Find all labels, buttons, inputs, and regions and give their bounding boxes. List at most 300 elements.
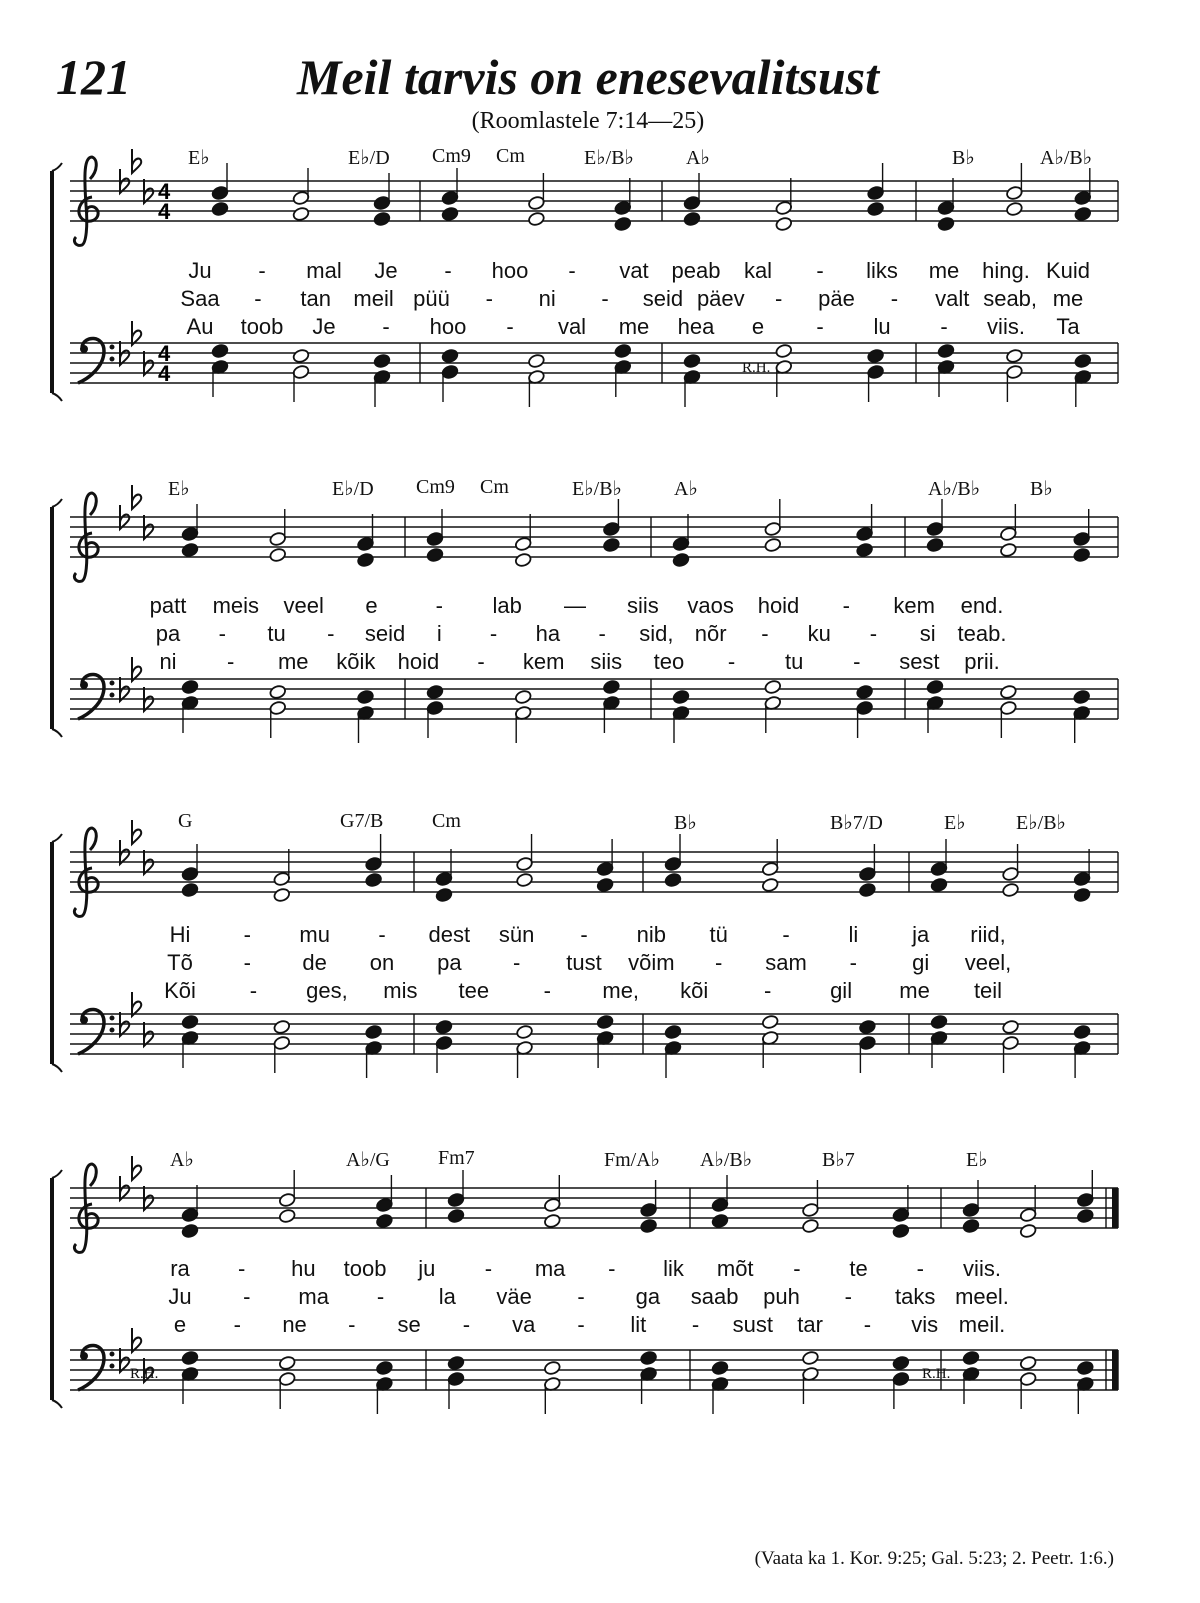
lyric-syllable: patt [149,593,187,618]
chord-symbol: B♭7 [822,1149,855,1171]
note-head [892,1371,910,1386]
note-head [181,1223,199,1238]
chord-symbol: B♭7/D [830,812,883,834]
lyric-syllable: e [365,593,378,618]
note-head [867,348,885,363]
note-head [867,364,885,379]
flat-sign [132,149,141,173]
note-head [640,1218,658,1233]
chord-symbol: E♭ [168,478,190,500]
note-head [1019,1355,1037,1370]
note-head [802,1202,820,1217]
right-hand-mark: R.H. [130,1366,159,1382]
final-barline [1112,1350,1118,1390]
note-head [614,216,632,231]
note-head [269,700,287,715]
note-head [1073,547,1091,562]
lyric-syllable: - [601,286,609,311]
lyric-syllable: veel, [964,950,1012,975]
chord-symbol: A♭ [686,147,710,169]
note-head [516,1024,534,1039]
note-head [761,877,779,892]
flat-sign [132,992,141,1016]
bass-clef [78,1009,115,1054]
lyric-syllable: - [233,1312,241,1337]
note-head [614,343,632,358]
note-head [761,1014,779,1029]
note-head [683,211,701,226]
lyric-syllable: de [302,950,327,975]
lyric-syllable: viis. [963,1256,1001,1281]
note-head [1002,866,1020,881]
lyric-syllable: ma [534,1256,566,1281]
lyric-syllable: võim [628,950,675,975]
lyric-syllable: - [842,593,850,618]
chord-symbol: E♭/B♭ [572,478,622,500]
lyric-syllable: ni [538,286,556,311]
lyric-syllable: - [863,1312,872,1337]
lyric-syllable: sest [899,649,940,674]
chord-symbol: B♭ [674,812,697,834]
lyric-syllable: - [782,922,790,947]
lyric-syllable: - [816,314,824,339]
lyric-syllable: mu [299,922,330,947]
lyric-syllable: saab [690,1284,739,1309]
note-head [375,1360,393,1375]
lyric-syllable: taks [894,1284,936,1309]
note-head [1019,1371,1037,1386]
note-head [211,185,229,200]
lyric-syllable: lik [663,1256,684,1281]
note-head [357,552,375,567]
lyric-syllable: - [485,286,493,311]
lyric-syllable: püü [413,286,450,311]
lyric-syllable: - [243,922,251,947]
chord-symbol: E♭/D [348,147,390,169]
note-head [292,364,310,379]
note-head [357,536,375,551]
lyric-syllable: - [849,950,857,975]
note-head [602,537,620,552]
note-head [1002,882,1020,897]
lyric-syllable: gi [912,950,930,975]
note-head [775,216,793,231]
note-head [664,1024,682,1039]
note-head [672,536,690,551]
note-head [426,700,444,715]
lyric-syllable: - [890,286,899,311]
chord-symbol: A♭ [170,1149,194,1171]
lyric-syllable: me [899,978,930,1003]
chord-symbol: Cm [432,810,461,832]
note-head [764,679,782,694]
lyric-syllable: tan [300,286,332,311]
chord-symbol: Cm [480,476,509,498]
system-3 [52,820,1118,1078]
time-signature-top: 4 [158,341,171,366]
note-head [365,872,383,887]
lyric-syllable: - [816,258,824,283]
note-head [441,206,459,221]
lyric-syllable: sün [498,922,535,947]
note-head [999,700,1017,715]
chord-symbol: B♭ [1030,478,1053,500]
lyric-syllable: me, [602,978,640,1003]
chord-symbol: A♭ [674,478,698,500]
lyric-syllable: me [928,258,960,283]
note-head [211,201,229,216]
note-head [269,684,287,699]
lyric-syllable: - [254,286,262,311]
lyric-syllable: Ju [188,258,212,283]
note-head [292,190,310,205]
lyric-syllable: riid, [970,922,1006,947]
lyric-syllable: toob [240,314,284,339]
note-head [181,526,199,541]
time-signature-top: 4 [158,179,171,204]
lyric-syllable: - [243,1284,251,1309]
note-head [858,882,876,897]
note-head [278,1355,296,1370]
note-head [447,1192,465,1207]
note-head [856,700,874,715]
lyric-syllable: - [435,593,443,618]
lyric-syllable: teab. [957,621,1007,646]
note-head [1074,206,1092,221]
note-head [602,679,620,694]
lyric-syllable: hea [677,314,715,339]
lyric-syllable: hoid [397,649,440,674]
lyric-syllable: - [243,950,251,975]
note-head [892,1355,910,1370]
note-head [1074,190,1092,205]
note-head [441,348,459,363]
lyric-syllable: nõr [694,621,727,646]
note-head [181,882,199,897]
lyric-syllable: - [238,1256,246,1281]
note-head [514,689,532,704]
note-head [962,1202,980,1217]
lyric-syllable: nib [636,922,667,947]
lyric-syllable: päe [818,286,855,311]
note-head [937,343,955,358]
treble-staff [70,1188,1118,1228]
bass-clef [78,674,115,719]
note-head [435,887,453,902]
lyric-syllable: päev [696,286,745,311]
footer-reference: (Vaata ka 1. Kor. 9:25; Gal. 5:23; 2. Peetr. 1:6.) [754,1548,1114,1569]
lyric-syllable: - [608,1256,616,1281]
lyric-syllable: - [378,922,386,947]
lyric-syllable: lit [630,1312,647,1337]
note-head [1005,364,1023,379]
lyric-syllable: - [348,1312,356,1337]
lyric-syllable: valt [935,286,970,311]
lyric-syllable: tust [566,950,602,975]
lyric-syllable: te [849,1256,868,1281]
note-head [278,1192,296,1207]
note-head [278,1371,296,1386]
lyric-syllable: — [564,593,586,618]
note-head [211,343,229,358]
lyric-syllable: - [727,649,736,674]
flat-sign [132,321,141,345]
lyric-syllable: sid, [639,621,674,646]
lyric-syllable: mõt [716,1256,754,1281]
scripture-reference: (Roomlastele 7:14—25) [471,108,705,134]
right-hand-mark: R.H. [922,1366,951,1382]
chord-symbol: A♭/B♭ [700,1149,753,1171]
lyric-syllable: mis [383,978,418,1003]
note-head [1019,1207,1037,1222]
treble-staff [70,852,1118,892]
note-head [672,552,690,567]
note-head [447,1371,465,1386]
lyric-syllable: - [249,978,258,1003]
flat-sign [132,820,141,844]
note-head [181,542,199,557]
note-head [181,1350,199,1365]
note-head [269,547,287,562]
note-head [181,866,199,881]
note-head [802,1350,820,1365]
chord-symbol: E♭/D [332,478,374,500]
note-head [514,536,532,551]
note-head [711,1197,729,1212]
note-head [373,353,391,368]
lyric-syllable: Au [186,314,214,339]
lyric-syllable: liks [866,258,898,283]
lyric-syllable: - [598,621,606,646]
note-head [937,200,955,215]
lyric-syllable: ja [912,922,930,947]
note-head [1005,185,1023,200]
note-head [543,1360,561,1375]
note-head [543,1197,561,1212]
lyric-syllable: ga [635,1284,661,1309]
note-head [365,856,383,871]
lyric-syllable: väe [496,1284,532,1309]
chord-symbol: A♭/B♭ [1040,147,1093,169]
lyric-syllable: dest [428,922,471,947]
lyric-syllable: end. [960,593,1004,618]
note-head [858,866,876,881]
lyric-syllable: teo [653,649,685,674]
lyric-syllable: va [512,1312,536,1337]
note-head [527,353,545,368]
note-head [761,861,779,876]
note-head [962,1218,980,1233]
lyric-syllable: - [327,621,335,646]
lyric-syllable: puh [763,1284,800,1309]
note-head [672,689,690,704]
lyric-syllable: veel [283,593,324,618]
lyric-syllable: mal [306,258,342,283]
lyric-syllable: Kuid [1045,258,1091,283]
note-head [426,684,444,699]
lyric-syllable: sust [732,1312,774,1337]
note-head [273,871,291,886]
note-head [892,1223,910,1238]
lyric-syllable: ges, [306,978,348,1003]
flat-sign [132,1328,141,1352]
note-head [373,211,391,226]
note-head [683,195,701,210]
lyric-syllable: - [763,978,772,1003]
lyric-syllable: me [277,649,309,674]
lyric-syllable: vaos [687,593,734,618]
flat-sign [132,485,141,509]
lyric-syllable: - [577,1284,585,1309]
lyric-syllable: - [484,1256,493,1281]
lyric-syllable: seid [642,286,684,311]
note-head [375,1197,393,1212]
note-head [856,526,874,541]
note-head [892,1207,910,1222]
lyric-syllable: lab [492,593,522,618]
lyric-syllable: siis [590,649,623,674]
chord-symbol: A♭/B♭ [928,478,981,500]
note-head [435,1019,453,1034]
lyric-syllable: hu [291,1256,316,1281]
note-head [1076,1360,1094,1375]
lyric-syllable: - [853,649,861,674]
lyric-syllable: i [436,621,442,646]
lyric-syllable: val [557,314,587,339]
lyric-syllable: Saa [180,286,220,311]
note-head [596,877,614,892]
note-head [514,552,532,567]
bass-staff [70,1350,1118,1390]
treble-staff [70,517,1118,557]
lyric-syllable: - [691,1312,700,1337]
note-head [269,531,287,546]
lyric-syllable: - [489,621,498,646]
note-head [930,1014,948,1029]
lyric-syllable: prii. [964,649,1000,674]
lyric-syllable: seab, [983,286,1038,311]
lyric-syllable: li [848,922,859,947]
note-head [683,353,701,368]
note-head [596,861,614,876]
lyric-syllable: viis. [987,314,1025,339]
note-head [278,1208,296,1223]
note-head [1076,1208,1094,1223]
lyric-syllable: tü [709,922,728,947]
lyric-syllable: - [543,978,551,1003]
lyric-syllable: kem [893,593,935,618]
bass-clef [78,1345,115,1390]
lyric-syllable: pa [155,621,181,646]
chord-symbol: Fm7 [438,1147,475,1169]
note-head [273,1019,291,1034]
lyric-syllable: pa [437,950,462,975]
time-signature-bottom: 4 [158,361,171,386]
lyric-syllable: siis [626,593,659,618]
note-head [930,861,948,876]
note-head [1073,871,1091,886]
lyric-syllable: ma [298,1284,329,1309]
note-head [937,216,955,231]
lyric-syllable: ne [282,1312,307,1337]
lyric-syllable: me [1052,286,1084,311]
note-head [365,1024,383,1039]
lyric-syllable: teil [973,978,1003,1003]
note-head [1073,531,1091,546]
note-head [441,190,459,205]
lyric-syllable: si [919,621,936,646]
note-head [856,684,874,699]
chord-symbol: E♭ [966,1149,988,1171]
note-head [664,856,682,871]
note-head [614,200,632,215]
note-head [373,195,391,210]
note-head [273,1035,291,1050]
lyric-syllable: Hi [169,922,191,947]
note-head [602,521,620,536]
lyric-syllable: hoo [491,258,529,283]
bass-clef [78,338,115,383]
note-head [357,689,375,704]
lyric-syllable: tu [784,649,804,674]
note-head [930,877,948,892]
lyric-syllable: kal [743,258,773,283]
lyric-syllable: - [761,621,769,646]
lyric-syllable: sam [765,950,807,975]
note-head [543,1213,561,1228]
chord-symbol: G [178,810,193,832]
lyric-syllable: - [869,621,878,646]
lyric-syllable: kem [522,649,565,674]
note-head [764,537,782,552]
note-head [181,1207,199,1222]
lyric-syllable: Je [312,314,336,339]
lyric-syllable: - [580,922,588,947]
chord-symbol: Cm9 [416,476,455,498]
lyric-syllable: - [714,950,723,975]
lyric-syllable: - [774,286,783,311]
note-head [999,526,1017,541]
lyric-syllable: Je [374,258,398,283]
note-head [1005,348,1023,363]
lyric-syllable: toob [343,1256,387,1281]
lyric-syllable: vat [619,258,649,283]
note-head [181,679,199,694]
lyric-syllable: meil. [958,1312,1006,1337]
note-head [181,1014,199,1029]
note-head [273,887,291,902]
lyric-syllable: Ta [1056,314,1080,339]
note-head [447,1208,465,1223]
lyric-syllable: Ju [168,1284,192,1309]
note-head [858,1035,876,1050]
lyric-syllable: ku [807,621,831,646]
note-head [711,1213,729,1228]
note-head [426,547,444,562]
lyric-syllable: - [940,314,948,339]
lyric-syllable: meil [353,286,394,311]
note-head [516,872,534,887]
lyric-syllable: lu [873,314,891,339]
lyric-syllable: meis [212,593,260,618]
note-head [292,348,310,363]
lyric-syllable: Kõi [164,978,196,1003]
chord-symbol: Fm/A♭ [604,1149,661,1171]
note-head [292,206,310,221]
lyric-syllable: seid [364,621,406,646]
lyric-syllable: la [438,1284,456,1309]
note-head [435,1035,453,1050]
